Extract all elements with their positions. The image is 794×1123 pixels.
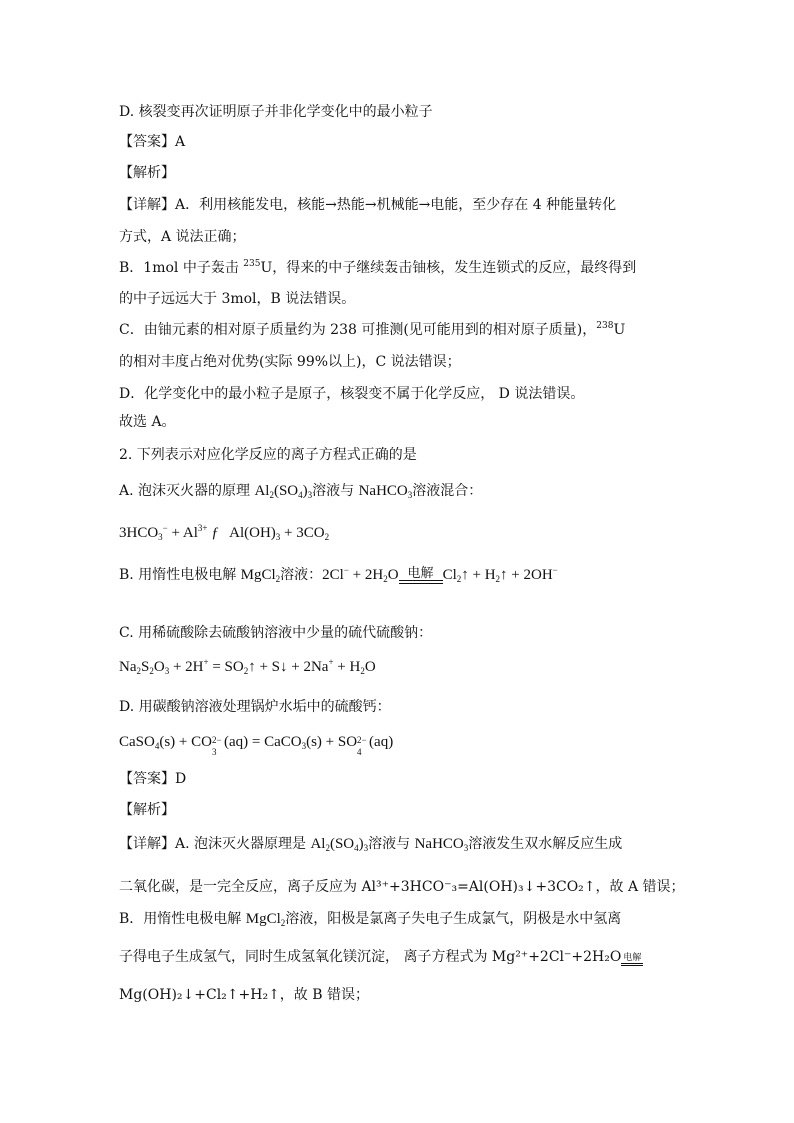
- option-a-text-2: 溶液与: [312, 483, 359, 499]
- detail-line-5: [119, 321, 625, 339]
- detail-2-text-3: 溶液发生双水解反应生成: [468, 836, 623, 852]
- answer-line-2: [119, 770, 186, 788]
- detail-2-text-1: A. 泡沫灭火器原理是: [175, 836, 311, 852]
- option-a-text-1: A. 泡沫灭火器的原理: [119, 483, 255, 499]
- detail-2-line-4: [119, 948, 643, 966]
- electrolysis-label: 电解: [407, 565, 434, 580]
- equation-a: $3HCO_3^- + Al^{3+}$ ƒ $Al(OH)_3 + 3CO_2$: [119, 523, 330, 542]
- formula-al2so43: $Al_2(SO_4)_3$: [254, 483, 313, 500]
- detail-2-ion-eq: 子得电子生成氢气，同时生成氢氧化镁沉淀， 离子方程式为 Mg²⁺+2Cl⁻+2H₂O: [119, 949, 622, 965]
- formula-nahco3: NaHCO$_3$: [358, 483, 413, 500]
- equation-b: $2Cl^- + 2H_2O$ 电解 $Cl_2↑$ + $H_2↑ + 2OH^-$: [322, 565, 558, 584]
- option-d: D. 用碳酸钠溶液处理锅炉水垢中的硫酸钙：: [119, 699, 391, 715]
- analysis-tag-2: 【解析】: [119, 802, 175, 818]
- option-b: [119, 566, 558, 584]
- answer-tag-2: 【答案】: [119, 771, 175, 787]
- question-2: 2. 下列表示对应化学反应的离子方程式正确的是: [119, 447, 417, 463]
- answer-tag: 【答案】: [119, 134, 175, 150]
- detail-line-8: 故选 A。: [119, 414, 176, 430]
- isotope-238: 238: [596, 321, 614, 331]
- formula-mgcl2: MgCl$_2$: [240, 567, 281, 584]
- formula-nahco3-2: NaHCO$_3$: [414, 836, 469, 853]
- detail-2-line-1: [119, 835, 622, 853]
- detail-tag: 【详解】: [119, 197, 175, 213]
- line-option-d: D. 核裂变再次证明原子并非化学变化中的最小粒子: [119, 104, 433, 120]
- detail-2-line-2: 二氧化碳，是一完全反应，离子反应为 Al³⁺+3HCO⁻₃=Al(OH)₃↓+3CO₂↑，故 A 错误；: [119, 879, 685, 895]
- option-a: [119, 482, 482, 500]
- formula-mgcl2-2: MgCl$_2$: [245, 911, 286, 928]
- detail-tag-2: 【详解】: [119, 836, 175, 852]
- answer-value: A: [175, 134, 186, 150]
- electrolysis-arrow-2: [621, 954, 643, 966]
- analysis-tag: 【解析】: [119, 165, 175, 181]
- equation-d: CaSO$_4$(s) + CO 2− 3 (aq) = CaCO$_3$(s) + SO 2− 4 (aq): [119, 734, 394, 757]
- detail-line-1: [119, 196, 616, 214]
- detail-line-2: 方式，A 说法正确；: [119, 229, 246, 245]
- detail-2-text-2: 溶液与: [368, 836, 415, 852]
- option-c: C. 用稀硫酸除去硫酸钠溶液中少量的硫代硫酸钠：: [119, 625, 433, 641]
- text-c-2: U: [613, 322, 626, 338]
- detail-line-6: 的相对丰度占绝对优势(实际 99%以上)，C 说法错误；: [119, 354, 461, 370]
- electrolysis-label-2: 电解: [623, 953, 642, 963]
- detail-2-b-1: B．用惰性电极电解: [119, 911, 246, 927]
- detail-2-line-3: [119, 910, 621, 928]
- equation-c: $Na_2S_2O_3 + 2H^+$ = $SO_2↑$ + S↓ + $2Na^+ + H_2O$: [119, 657, 376, 676]
- text-b-1: B．1mol 中子轰击: [119, 260, 244, 276]
- text-c-1: C．由铀元素的相对原子质量约为 238 可推测(见可能用到的相对原子质量)，: [119, 322, 597, 338]
- detail-line-3: [119, 259, 636, 277]
- electrolysis-arrow: [399, 566, 443, 584]
- text-b-2: U，得来的中子继续轰击铀核，发生连锁式的反应，最终得到: [260, 260, 637, 276]
- detail-line-4: 的中子远远大于 3mol，B 说法错误。: [119, 291, 356, 307]
- option-b-text-2: 溶液：: [280, 567, 323, 583]
- formula-al2so43-2: $Al_2(SO_4)_3$: [310, 836, 369, 853]
- answer-line: [119, 133, 185, 151]
- detail-2-line-5: Mg(OH)₂↓+Cl₂↑+H₂↑，故 B 错误；: [119, 987, 369, 1003]
- detail-line-7: D．化学变化中的最小粒子是原子，核裂变不属于化学反应， D 说法错误。: [119, 386, 585, 402]
- option-a-text-3: 溶液混合：: [412, 483, 483, 499]
- detail-text: A．利用核能发电，核能→热能→机械能→电能，至少存在 4 种能量转化: [175, 197, 617, 213]
- detail-2-b-2: 溶液，阳极是氯离子失电子生成氯气，阴极是水中氢离: [285, 911, 622, 927]
- isotope-235: 235: [243, 259, 261, 269]
- answer-value-2: D: [175, 771, 187, 787]
- option-b-text-1: B. 用惰性电极电解: [119, 567, 241, 583]
